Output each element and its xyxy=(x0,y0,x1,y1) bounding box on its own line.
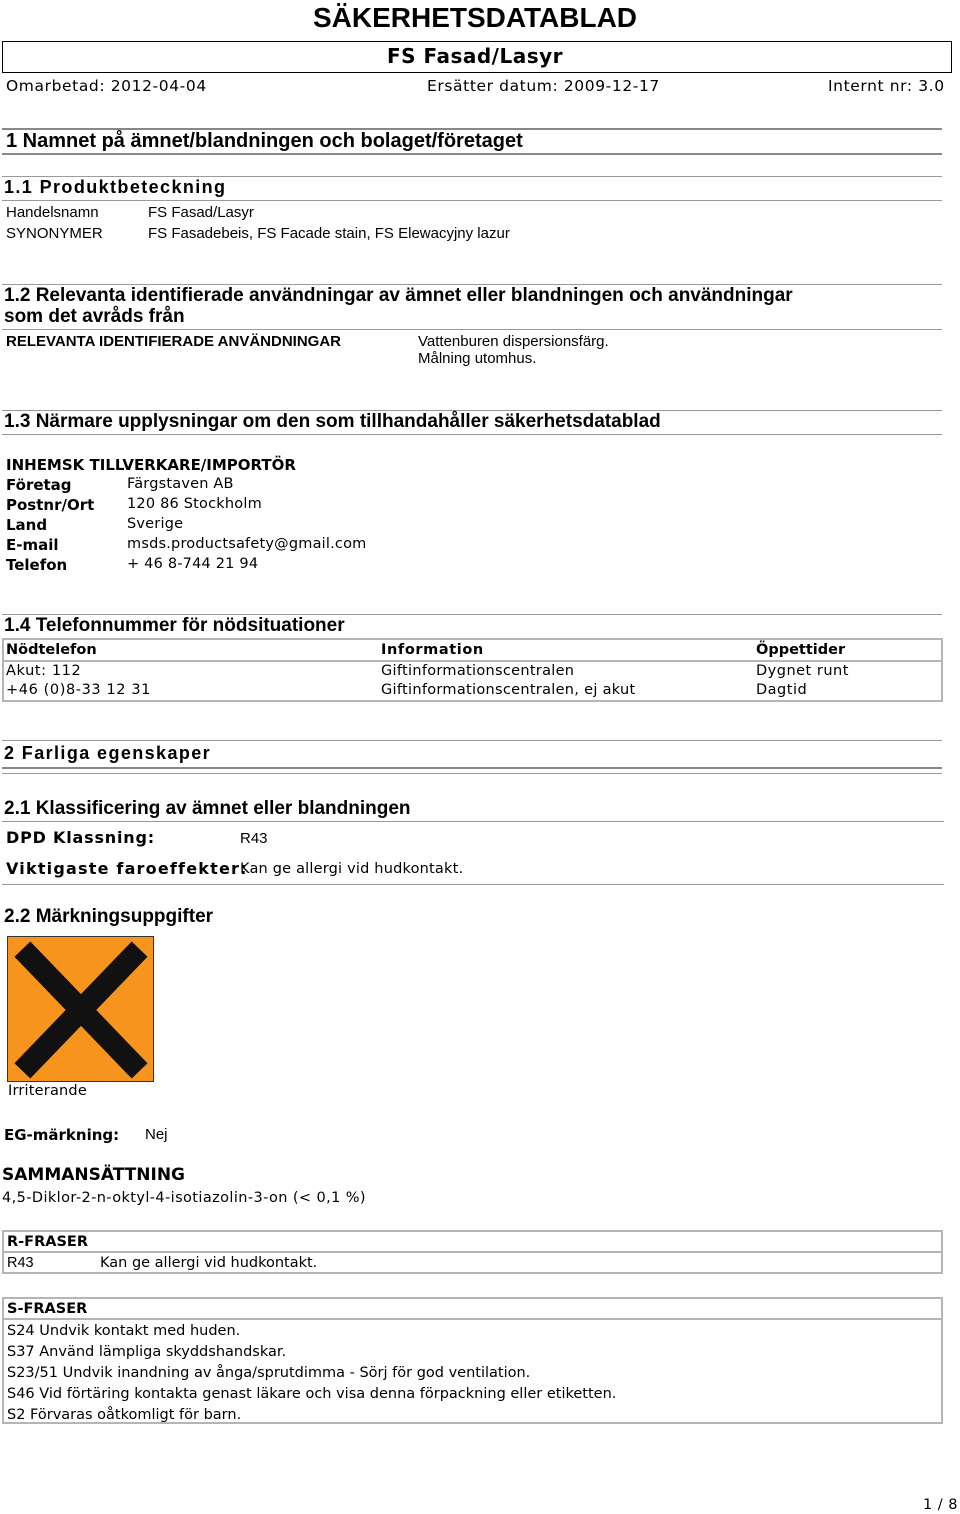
section-2-1-rule-bottom xyxy=(2,884,944,885)
table-row xyxy=(4,662,941,681)
emergency-phone-cell: Akut: 112 xyxy=(6,663,82,679)
information-cell: Giftinformationscentralen, ej akut xyxy=(381,682,636,698)
list-item: S46 Vid förtäring kontakta genast läkare och visa denna förpackning eller etiketten. xyxy=(7,1386,617,1402)
eg-value: Nej xyxy=(145,1126,168,1143)
composition-heading: SAMMANSÄTTNING xyxy=(2,1165,186,1185)
emergency-table xyxy=(2,638,943,702)
s-phrases-heading: S-FRASER xyxy=(4,1299,941,1320)
section-1-title: 1 Namnet på ämnet/blandningen och bolaget/företaget xyxy=(6,130,523,152)
opening-hours-cell: Dygnet runt xyxy=(756,663,849,679)
table-row xyxy=(4,1253,941,1273)
section-2-1-rule xyxy=(2,821,944,822)
section-2-rule-top xyxy=(2,740,942,741)
r-phrase-text: Kan ge allergi vid hudkontakt. xyxy=(100,1255,318,1271)
email-value: msds.productsafety@gmail.com xyxy=(127,536,367,552)
section-1-3-rule-bottom xyxy=(2,434,942,435)
email-label: E-mail xyxy=(6,536,59,554)
emergency-table-header xyxy=(4,640,941,662)
section-2-rule-double xyxy=(2,773,942,774)
document-title: SÄKERHETSDATABLAD xyxy=(312,2,638,33)
page-number: 1 / 8 xyxy=(922,1497,958,1513)
section-2-title: 2 Farliga egenskaper xyxy=(4,743,212,763)
section-1-2-title-line1: 1.2 Relevanta identifierade användningar av ämnet eller blandningen och användningar xyxy=(4,285,793,306)
irritant-pictogram xyxy=(7,936,154,1082)
trade-name-label: Handelsnamn xyxy=(6,204,99,221)
effects-label: Viktigaste faroeffekter: xyxy=(6,859,248,878)
opening-hours-cell: Dagtid xyxy=(756,682,808,698)
dpd-value: R43 xyxy=(240,830,268,847)
revised-date: Omarbetad: 2012-04-04 xyxy=(6,77,207,95)
section-1-2-rule-bottom xyxy=(2,329,942,330)
list-item: S37 Använd lämpliga skyddshandskar. xyxy=(7,1344,287,1360)
country-value: Sverige xyxy=(127,516,184,532)
s-phrases-table xyxy=(2,1297,943,1424)
country-label: Land xyxy=(6,516,48,534)
dpd-label: DPD Klassning: xyxy=(6,828,155,847)
emergency-phone-cell: +46 (0)8-33 12 31 xyxy=(6,682,151,698)
irritant-x-icon xyxy=(8,937,153,1081)
section-2-rule-bottom xyxy=(2,767,942,769)
section-2-2-title: 2.2 Märkningsuppgifter xyxy=(4,906,214,927)
section-2-1-title: 2.1 Klassificering av ämnet eller blandningen xyxy=(4,798,411,819)
postal-label: Postnr/Ort xyxy=(6,496,95,514)
postal-value: 120 86 Stockholm xyxy=(127,496,262,512)
section-1-4-title: 1.4 Telefonnummer för nödsituationer xyxy=(4,615,345,636)
composition-value: 4,5-Diklor-2-n-oktyl-4-isotiazolin-3-on (< 0,1 %) xyxy=(2,1190,366,1206)
company-value: Färgstaven AB xyxy=(127,476,234,492)
section-1-3-title: 1.3 Närmare upplysningar om den som tillhandahåller säkerhetsdatablad xyxy=(4,411,661,432)
phone-value: + 46 8-744 21 94 xyxy=(127,556,259,572)
eg-label: EG-märkning: xyxy=(4,1126,120,1144)
relevant-uses-line1: Vattenburen dispersionsfärg. xyxy=(418,333,609,350)
relevant-uses-line2: Målning utomhus. xyxy=(418,350,537,367)
internal-number: Internt nr: 3.0 xyxy=(828,77,945,95)
pictogram-label: Irriterande xyxy=(8,1083,87,1099)
section-1-1-rule-bottom xyxy=(2,200,942,201)
list-item: S2 Förvaras oåtkomligt för barn. xyxy=(7,1407,242,1423)
trade-name-value: FS Fasad/Lasyr xyxy=(148,204,254,221)
phone-label: Telefon xyxy=(6,556,68,574)
list-item: S23/51 Undvik inandning av ånga/sprutdimma - Sörj för god ventilation. xyxy=(7,1365,531,1381)
r-phrases-table xyxy=(2,1230,943,1274)
synonym-value: FS Fasadebeis, FS Facade stain, FS Elewacyjny lazur xyxy=(148,225,510,242)
r-phrases-heading: R-FRASER xyxy=(4,1232,941,1253)
relevant-uses-label: RELEVANTA IDENTIFIERADE ANVÄNDNINGAR xyxy=(6,333,342,350)
table-row xyxy=(4,681,941,700)
section-1-1-title: 1.1 Produktbeteckning xyxy=(4,177,227,197)
effects-value: Kan ge allergi vid hudkontakt. xyxy=(240,861,464,877)
section-1-rule-bottom xyxy=(2,153,942,155)
importer-heading: INHEMSK TILLVERKARE/IMPORTÖR xyxy=(6,456,296,474)
product-title: FS Fasad/Lasyr xyxy=(386,44,564,68)
col-information: Information xyxy=(381,642,484,658)
section-1-2-title-line2: som det avråds från xyxy=(4,306,185,327)
list-item: S24 Undvik kontakt med huden. xyxy=(7,1323,241,1339)
replaces-date: Ersätter datum: 2009-12-17 xyxy=(427,77,660,95)
information-cell: Giftinformationscentralen xyxy=(381,663,575,679)
synonym-label: SYNONYMER xyxy=(6,225,103,242)
r-phrase-code: R43 xyxy=(7,1255,34,1271)
col-emergency-phone: Nödtelefon xyxy=(6,642,97,658)
col-opening-hours: Öppettider xyxy=(756,642,846,658)
company-label: Företag xyxy=(6,476,72,494)
